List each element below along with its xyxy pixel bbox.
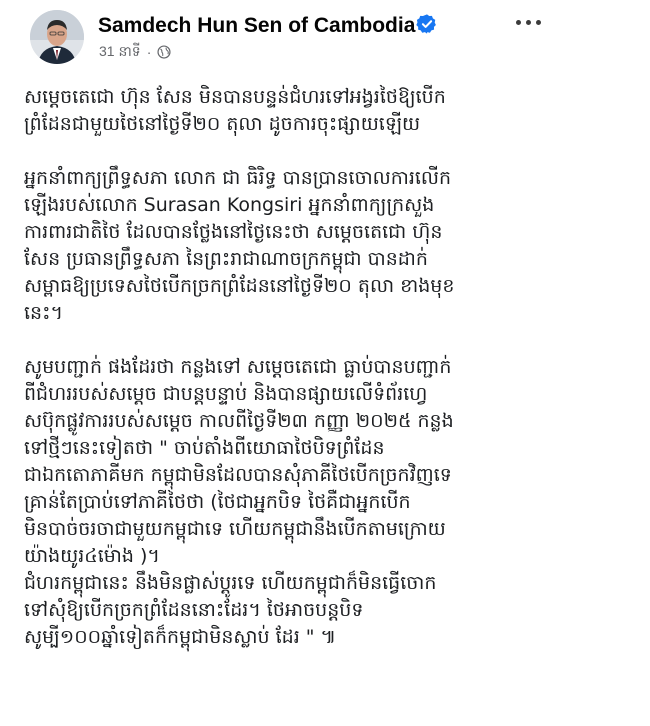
text-line: ជំហរកម្ពុជានេះ នឹងមិនផ្លាស់ប្តូរទេ ហើយកម្ពុជាក៏មិនធ្វើចោក [24,572,437,594]
text-line: មិនបាច់ចរចាជាមួយកម្ពុជាទេ ហើយកម្ពុជានឹងបើកតាមក្រោយ [24,518,446,540]
text-line: យ៉ាងយូរ៤ម៉ោង )។ [24,545,160,567]
avatar[interactable] [30,10,84,64]
more-options-icon [516,20,521,25]
globe-icon[interactable] [157,45,171,59]
text-line: ឡើងរបស់លោក Surasan Kongsiri អ្នកនាំពាក្យក្រសួង [24,194,435,216]
text-line: នេះ។ [24,302,63,324]
text-line: សូម្បី១០០ឆ្នាំទៀតក៏កម្ពុជាមិនស្លាប់ ដែរ " ៕ [24,626,337,648]
post-timestamp[interactable]: 31 នាទី [99,42,141,59]
text-line: គ្រាន់តែប្រាប់ទៅភាគីថៃថា (ថៃជាអ្នកបិទ ថៃគឺជាអ្នកបើក [24,491,411,513]
text-line: សម្ពាធឱ្យប្រទេសថៃបើកច្រកព្រំដែននៅថ្ងៃទី២០ តុលា ខាងមុខ [24,275,455,297]
text-line: សប៊ុកផ្លូវការរបស់សម្តេច កាលពីថ្ងៃទី២៣ កញ្ញា ២០២៥ កន្លង [24,410,454,432]
post-body [24,84,624,651]
text-line: សូមបញ្ជាក់ ផងដែរថា កន្លងទៅ សម្តេចតេជោ ធ្លាប់បានបញ្ជាក់ [24,356,452,378]
text-line: សម្តេចតេជោ ហ៊ុន សែន មិនបានបន្ទន់ជំហរទៅអង្វរថៃឱ្យបើក [24,86,446,108]
post-paragraph-3 [24,354,624,651]
profile-photo [30,10,84,64]
meta-separator: · [146,44,152,60]
text-line: សែន ប្រធានព្រឹទ្ធសភា នៃព្រះរាជាណាចក្រកម្ពុជា បានដាក់ [24,248,428,270]
verified-badge-icon [416,13,438,35]
text-line: ទៅសុំឱ្យបើកច្រកព្រំដែននោះដែរ។ ថៃអាចបន្តបិទ [24,599,364,621]
post-header [0,0,650,80]
post-paragraph-1 [24,84,624,138]
post-meta [99,42,171,62]
more-options-button[interactable] [506,10,550,34]
post-paragraph-2 [24,165,624,327]
text-line: ព្រំដែនជាមួយថៃនៅថ្ងៃទី២០ តុលា ដូចការចុះផ្សាយឡើយ [24,113,421,135]
text-line: ពីជំហររបស់សម្តេច ជាបន្តបន្ទាប់ និងបានផ្សាយលើទំព័រហ្វេ [24,383,428,405]
author-name[interactable]: Samdech Hun Sen of Cambodia [98,14,416,37]
text-line: ជាឯកតោភាគីមក កម្ពុជាមិនដែលបានសុំភាគីថៃបើកច្រកវិញទេ [24,464,452,486]
text-line: ទៅថ្មីៗនេះទៀតថា " ចាប់តាំងពីយោធាថៃបិទព្រំដែន [24,437,385,459]
text-line: អ្នកនាំពាក្យព្រឹទ្ធសភា លោក ជា ធិរិទ្ធ បានប្រានចោលការលើក [24,167,452,189]
text-line: ការពារជាតិថៃ ដែលបានថ្លែងនៅថ្ងៃនេះថា សម្តេចតេជោ ហ៊ុន [24,221,443,243]
